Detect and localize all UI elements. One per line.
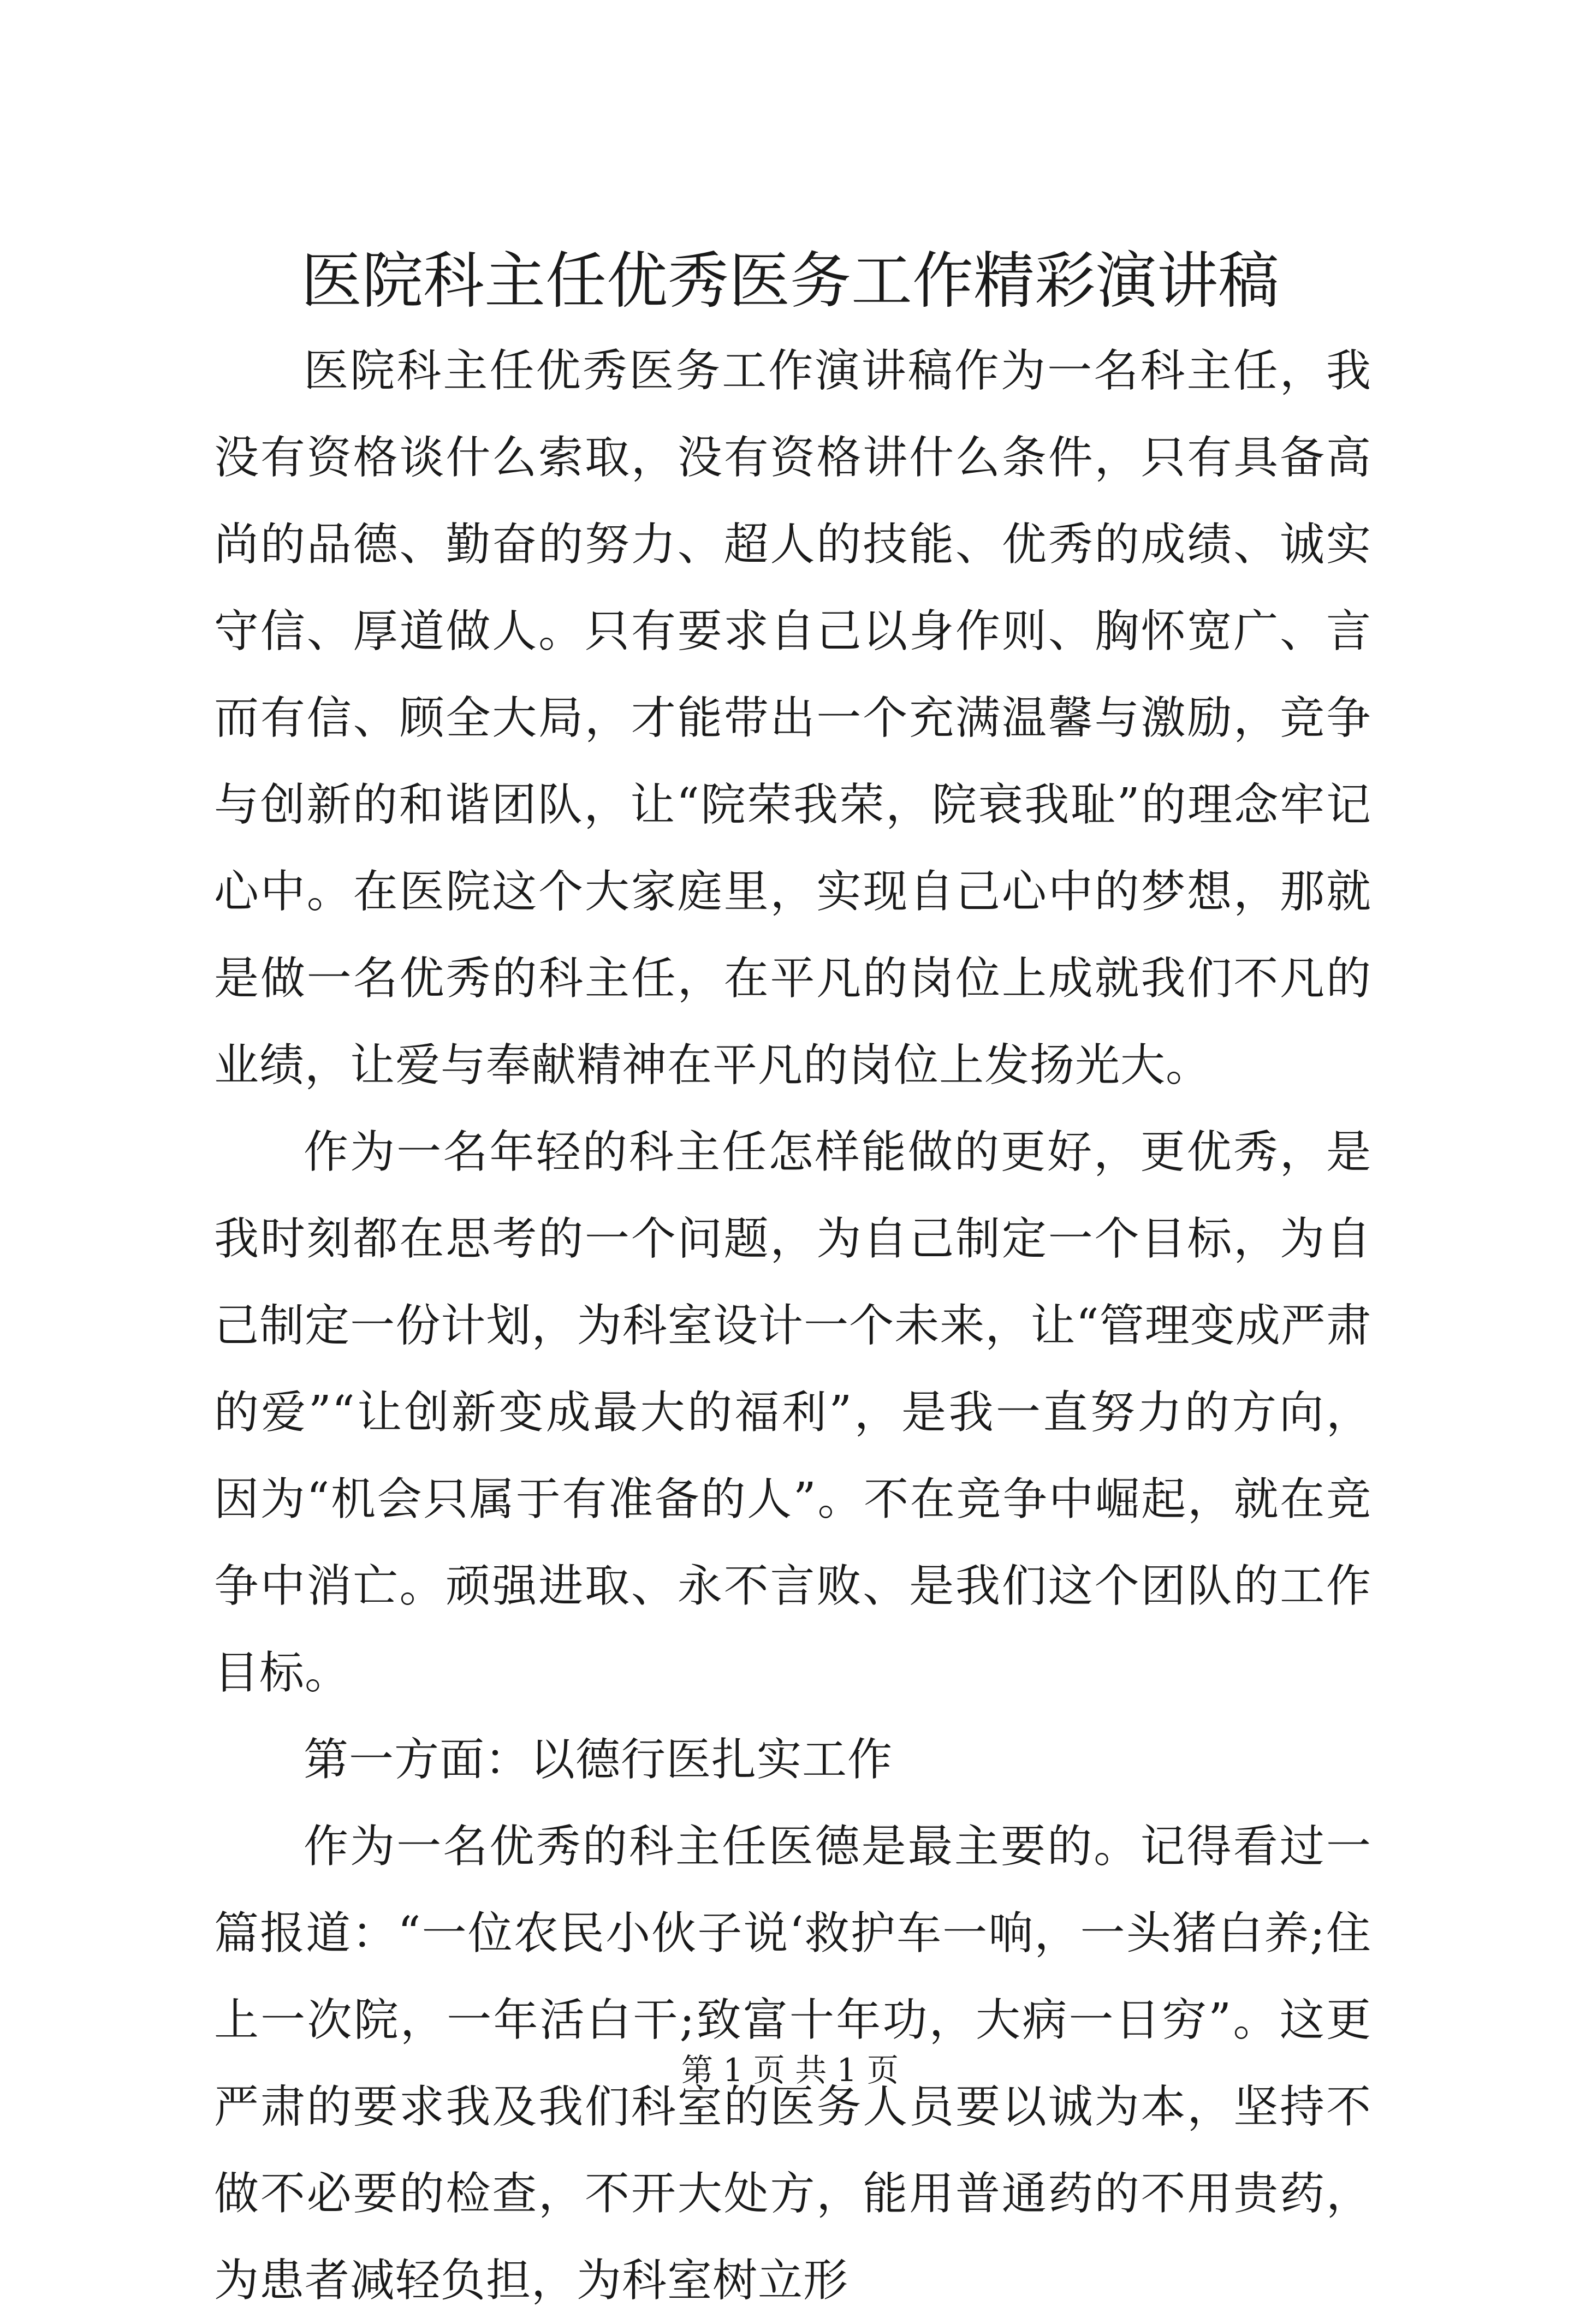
document-body	[214, 328, 1371, 2324]
page-footer: 第 1 页 共 1 页	[681, 2052, 899, 2089]
paragraph-ethics: 作为一名优秀的科主任医德是最主要的。记得看过一篇报道：“一位农民小伙子说‘救护车一响，一头猪白养;住上一次院，一年活白干;致富十年功，大病一日穷”。这更严肃的要求我及我们科室的医务人员要以诚为本，坚持不做不必要的检查，不开大处方，能用普通药的不用贵药，为患者减轻负担，为科室树立形	[214, 1821, 1371, 2307]
document-title: 医院科主任优秀医务工作精彩演讲稿	[301, 246, 1279, 317]
paragraph-intro: 医院科主任优秀医务工作演讲稿作为一名科主任，我没有资格谈什么索取，没有资格讲什么条件，只有具备高尚的品德、勤奋的努力、超人的技能、优秀的成绩、诚实守信、厚道做人。只有要求自己以身作则、胸怀宽广、言而有信、顾全大局，才能带出一个充满温馨与激励，竞争与创新的和谐团队，让“院荣我荣，院衰我耻”的理念牢记心中。在医院这个大家庭里，实现自己心中的梦想，那就是做一名优秀的科主任，在平凡的岗位上成就我们不凡的业绩，让爱与奉献精神在平凡的岗位上发扬光大。	[214, 345, 1371, 1091]
section-heading: 第一方面：以德行医扎实工作	[304, 1734, 893, 1786]
paragraph-goals: 作为一名年轻的科主任怎样能做的更好，更优秀，是我时刻都在思考的一个问题，为自己制定一个目标，为自己制定一份计划，为科室设计一个未来，让“管理变成严肃的爱”“让创新变成最大的福利”，是我一直努力的方向，因为“机会只属于有准备的人”。不在竞争中崛起，就在竞争中消亡。顽强进取、永不言败、是我们这个团队的工作目标。	[214, 1126, 1371, 1699]
